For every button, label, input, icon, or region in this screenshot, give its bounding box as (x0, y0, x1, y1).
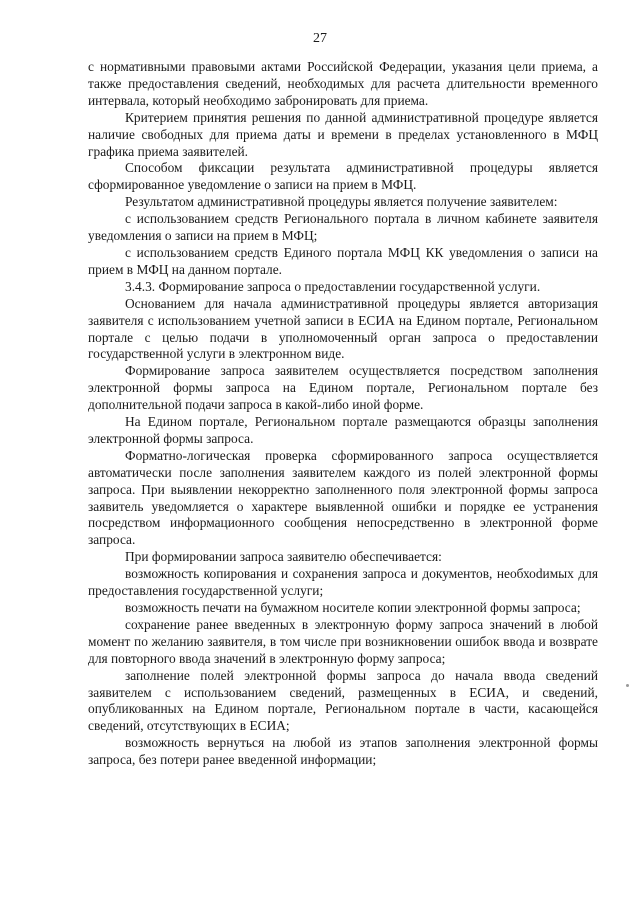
paragraph: Результатом административной процедуры является получение заявителем: (125, 194, 558, 210)
paragraph: Форматно-логическая проверка сформированного запроса осуществляется автоматически после заполнения заявителем каждого из полей электронной формы запроса. При выявлении некорректно заполненного поля электронной формы запроса заявитель уведомляется о характере выявленной ошибки и порядке ее устранения посредством информационного сообщения непосредственно в электронной форме запроса. (88, 447, 598, 548)
margin-speck (626, 684, 629, 687)
paragraph: Критерием принятия решения по данной административной процедуре является наличие свободных для приема даты и времени в пределах установленного в МФЦ графика приема заявителей. (88, 109, 598, 159)
page-number: 27 (313, 31, 327, 46)
paragraph: с использованием средств Единого портала МФЦ КК уведомления о записи на прием в МФЦ на данном портале. (88, 244, 598, 277)
paragraph: Способом фиксации результата административной процедуры является сформированное уведомление о записи на прием в МФЦ. (88, 160, 598, 193)
paragraph: с нормативными правовыми актами Российской Федерации, указания цели приема, а также предоставления сведений, необходимых для расчета длительности временного интервала, который необходимо забронировать для приема. (88, 59, 598, 108)
paragraph: заполнение полей электронной формы запроса до начала ввода сведений заявителем с использованием сведений, размещенных в ЕСИА, и сведений, опубликованных на Едином портале, Региональном портале в части, касающейся сведений, отсутствующих в ЕСИА; (88, 667, 598, 734)
paragraph: возможность копирования и сохранения запроса и документов, необхоdимых для предоставления государственной услуги; (88, 566, 598, 599)
paragraph: 3.4.3. Формирование запроса о предоставлении государственной услуги. (125, 278, 541, 294)
paragraph: На Едином портале, Региональном портале размещаются образцы заполнения электронной формы запроса. (88, 414, 598, 446)
paragraph: сохранение ранее введенных в электронную форму запроса значений в любой момент по желанию заявителя, в том числе при возникновении ошибок ввода и возврате для повторного ввода значений в электронную форму запроса; (88, 616, 598, 666)
paragraph: возможность печати на бумажном носителе копии электронной формы запроса; (125, 600, 581, 615)
paragraph: с использованием средств Регионального портала в личном кабинете заявителя уведомления о записи на прием в МФЦ; (88, 211, 598, 244)
paragraph: При формировании запроса заявителю обеспечивается: (125, 549, 442, 565)
paragraph: возможность вернуться на любой из этапов заполнения электронной формы запроса, без потери ранее введенной информации; (88, 735, 598, 768)
paragraph: Основанием для начала административной процедуры является авторизация заявителя с использованием учетной записи в ЕСИА на Едином портале, Региональном портале с целью подачи в уполномоченный орган запроса о предоставлении государственной услуги в электронном виде. (88, 295, 598, 362)
paragraph: Формирование запроса заявителем осуществляется посредством заполнения электронной формы запроса на Едином портале, Региональном портале без дополнительной подачи запроса в какой-либо иной форме. (88, 363, 598, 413)
body-text (88, 59, 598, 769)
